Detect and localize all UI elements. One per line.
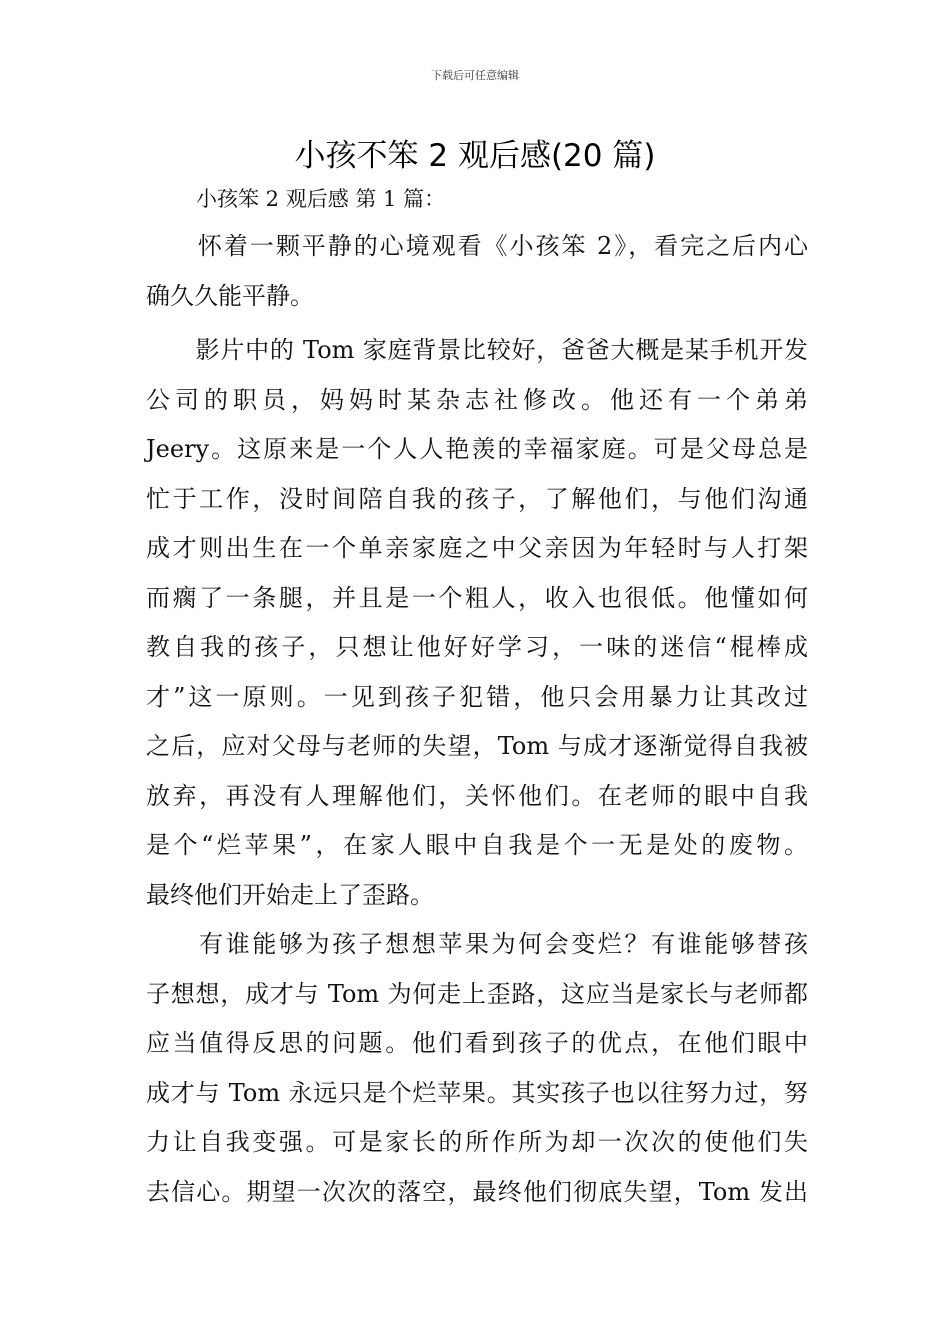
text-line: Jeery。这原来是一个人人艳羡的幸福家庭。可是父母总是	[146, 435, 808, 463]
section-subtitle: 小孩笨 2 观后感 第 1 篇：	[196, 187, 446, 211]
text-line: 成才则出生在一个单亲家庭之中父亲因为年轻时与人打架	[146, 534, 808, 562]
text-line: 公司的职员，妈妈时某杂志社修改。他还有一个弟弟	[146, 385, 808, 414]
text-line: 教自我的孩子，只想让他好好学习，一味的迷信“棍棒成	[146, 633, 808, 661]
text-line: 成才与 Tom 永远只是个烂苹果。其实孩子也以往努力过，努	[146, 1078, 808, 1107]
paragraph-3	[146, 920, 808, 1217]
text-line: 是个“烂苹果”，在家人眼中自我是个一无是处的废物。	[146, 831, 808, 859]
paragraph-2	[146, 326, 808, 920]
text-line: 有谁能够为孩子想想苹果为何会变烂？有谁能够替孩	[146, 930, 808, 958]
text-line: 应当值得反思的问题。他们看到孩子的优点，在他们眼中	[146, 1029, 808, 1057]
text-line: 之后，应对父母与老师的失望，Tom 与成才逐渐觉得自我被	[146, 732, 808, 760]
text-line: 怀着一颗平静的心境观看《小孩笨 2》，看完之后内心	[146, 232, 808, 260]
text-line: 影片中的 Tom 家庭背景比较好，爸爸大概是某手机开发	[146, 336, 808, 364]
text-line: 力让自我变强。可是家长的所作所为却一次次的使他们失	[146, 1128, 808, 1156]
text-line: 而瘸了一条腿，并且是一个粗人，收入也很低。他懂如何	[146, 583, 808, 612]
text-line: 才”这一原则。一见到孩子犯错，他只会用暴力让其改过	[146, 682, 808, 711]
page-header: 下载后可任意编辑	[431, 69, 519, 82]
text-line: 子想想，成才与 Tom 为何走上歪路，这应当是家长与老师都	[146, 979, 808, 1008]
text-line: 最终他们开始走上了歪路。	[146, 880, 434, 909]
text-line: 放弃，再没有人理解他们，关怀他们。在老师的眼中自我	[146, 781, 808, 810]
text-line: 忙于工作，没时间陪自我的孩子，了解他们，与他们沟通	[146, 484, 808, 513]
text-line: 确久久能平静。	[146, 281, 314, 310]
text-line: 去信心。期望一次次的落空，最终他们彻底失望，Tom 发出	[146, 1177, 808, 1206]
paragraph-1	[146, 222, 808, 321]
document-title: 小孩不笨 2 观后感(20 篇)	[294, 138, 656, 174]
